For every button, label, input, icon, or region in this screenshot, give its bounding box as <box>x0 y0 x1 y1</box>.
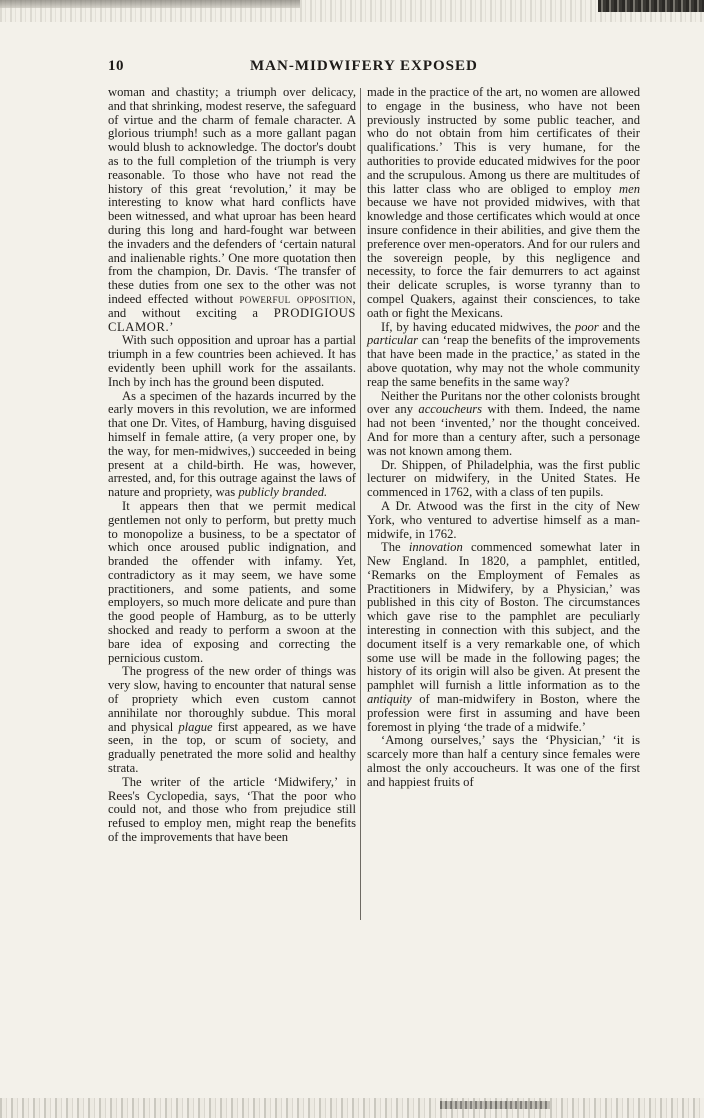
scan-mark-top-left <box>0 0 300 8</box>
paragraph: The writer of the article ‘Midwifery,’ in Rees's Cyclopedia, says, ‘That the poor who could not, and those who from prejudice still refused to employ men, might reap the benefits of the improvements that have been <box>108 774 356 845</box>
scan-mark-bottom <box>440 1101 550 1109</box>
paragraph: A Dr. Atwood was the first in the city of New York, who ventured to advertise himself as a man-midwife, in 1762. <box>367 498 640 541</box>
left-column <box>108 86 356 845</box>
paragraph: Neither the Puritans nor the other colonists brought over any accoucheurs with them. Indeed, the name had not been ‘invented,’ nor the thought conceived. And for more than a century after, such a personage was not known among them. <box>367 388 640 458</box>
paragraph: It appears then that we permit medical gentlemen not only to perform, but pretty much to monopolize a business, to be a spectator of which once aroused public indignation, and branded the offender with infamy. Yet, contradictory as it may seem, we have some practitioners, and some patients, and some employers, so much more delicate and pure than the good people of Hamburg, as to be utterly shocked and ready to perform a swoon at the bare idea of exposing and correcting the pernicious custom. <box>108 498 356 665</box>
page-number: 10 <box>108 58 124 74</box>
running-title: MAN-MIDWIFERY EXPOSED <box>250 58 478 74</box>
scan-edge-bottom <box>0 1098 704 1118</box>
paragraph: Dr. Shippen, of Philadelphia, was the first public lecturer on midwifery, in the United States. He commenced in 1762, with a class of ten pupils. <box>367 457 640 500</box>
paragraph: If, by having educated midwives, the poor and the particular can ‘reap the benefits of the improvements that have been made in the practice,’ as stated in the above quotation, why may not the whole community reap the same benefits in the same way? <box>367 319 640 389</box>
right-column <box>367 86 640 790</box>
paragraph: made in the practice of the art, no women are allowed to engage in the business, who have not been previously instructed by some public teacher, and who do not obtain from him certificates of their qualifications.’ This is very humane, for the authorities to provide educated midwives for the poor and the scrupulous. Among us there are multitudes of this latter class who are obliged to employ men because we have not provided midwives, with that knowledge and those certificates which would at once insure confidence in their abilities, and give them the preference over men-operators. And for our rulers and the sovereign people, by this negligence and necessity, to force the fair demurrers to act against their delicate scruples, is worse tyranny than to compel Quakers, against their consciences, to take oath or fight the Mexicans. <box>367 85 640 320</box>
paragraph: woman and chastity; a triumph over delicacy, and that shrinking, modest reserve, the safeguard of virtue and the charm of female character. A glorious triumph! such as a more gallant pagan would blush to acknowledge. The doctor's doubt as to the full completion of the triumph is very reasonable. To those who have not read the history of this great ‘revolution,’ it may be interesting to know what hard conflicts have been witnessed, and what uproar has been heard during this long and hard-fought war between the invaders and the defenders of ‘certain natural and inalienable rights.’ One more quotation then from the champion, Dr. Davis. ‘The transfer of these duties from one sex to the other was not indeed effected without powerful opposition, and without exciting a PRODIGIOUS CLAMOR.’ <box>108 85 356 334</box>
paragraph: The innovation commenced somewhat later in New England. In 1820, a pamphlet, entitled, ‘Remarks on the Employment of Females as Practitioners in Midwifery, by a Physician,’ was published in this city of Boston. The circumstances which gave rise to the pamphlet are peculiarly interesting in connection with this subject, and the document itself is a very remarkable one, of which some use will be made in the following pages; the history of its origin will also be given. At present the pamphlet will furnish a little information as to the antiquity of man-midwifery in Boston, where the profession were first in assuming and have been foremost in plying ‘the trade of a midwife.’ <box>367 540 640 734</box>
scan-mark-top-right <box>598 0 704 12</box>
paragraph: With such opposition and uproar has a partial triumph in a few countries been achieved. It has evidently been uphill work for the assailants. Inch by inch has the ground been disputed. <box>108 333 356 389</box>
column-divider <box>360 88 361 920</box>
page-header <box>0 58 704 78</box>
paragraph: As a specimen of the hazards incurred by the early movers in this revolution, we are informed that one Dr. Vites, of Hamburg, having disguised himself in female attire, (a very proper one, by the way, for men-midwives,) succeeded in being present at a child-birth. He was, however, arrested, and, for this outrage against the laws of nature and propriety, was publicly branded. <box>108 388 356 500</box>
paragraph: The progress of the new order of things was very slow, having to encounter that natural sense of propriety which even custom cannot annihilate nor thoroughly subdue. This moral and physical plague first appeared, as we have seen, in the top, or scum of society, and gradually penetrated the more solid and healthy strata. <box>108 664 357 776</box>
paragraph: ‘Among ourselves,’ says the ‘Physician,’ ‘it is scarcely more than half a century since females were almost the only accoucheurs. It was one of the first and happiest fruits of <box>367 733 640 789</box>
